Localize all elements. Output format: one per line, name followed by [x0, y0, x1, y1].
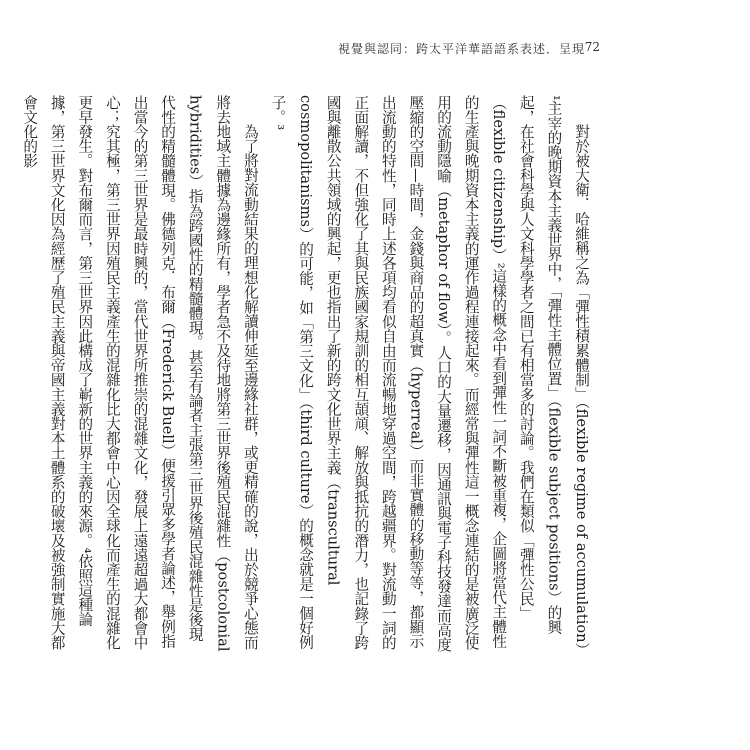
running-title: 視覺與認同：跨太平洋華語語系表述．呈現 — [337, 42, 585, 56]
paragraph: 為了將對流動結果的理想化解讀伸延至邊緣社群，或更精確的說，出於競爭心態而將去地域主體據為邊緣所有，學者急不及待地將第三世界後殖民混雜性（postcolonial hybridities）指為跨國性的精髓體現。甚至有論者主張第三世界後殖民混雜性是後現代性的精髓體現。佛德列克．布爾（Frederick Buell）便援引眾多學者論述，舉例指出當今的第三世界是最時興的，當代世界所推崇的混雜文化，發展上遠遠超過大都會中心；究其極，第三世界因殖民主義產生的混雜化比大都會中心因全球化而產生的混雜化更早發生。對布爾而言，第三世界因此構成了嶄新的世界主義的來源。⁴依照這種論據，第三世界文化因為經歷了殖民主義與帝國主義對本土體系的破壞及被強制實施大都會文化的影 — [21, 95, 259, 652]
page-number: 72 — [584, 40, 600, 54]
vertical-body-text — [21, 95, 595, 655]
paragraph: 對於被大衛．哈維稱之為「彈性積累體制」（flexible regime of accumulation）¹主宰的晚期資本主義世界中，「彈性主體位置」（flexible subject positions）的興起，在社會科學與人文科學學者之間已有相當多的討論。我們在類似「彈性公民」（flexible citizenship）²這樣的概念中看到彈性一詞不斷被重複，企圖將當代主體性的生產與晚期資本主義的運作過程連接起來。而經常與彈性這一概念連結的是被廣泛使用的流動隱喻（metaphor of flow）。人口的大量遷移，因通訊與電子科技發達而高度壓縮的空間—時間，金錢與商品的超真實（hyperreal）而非實體的移動等等，都顯示出流動的特性，同時上述各項均看似自由而流暢地穿過空間，跨越疆界。對流動一詞的正面解讀，不但強化了其與民族國家規訓的相互頡頏、解放與抵抗的潛力，也記錄了跨國與離散公共領域的興起，更也指出了新的跨文化世界主義（transcultural cosmopolitanisms）的可能，如「第三文化」（third culture）的概念就是一個好例子。³ — [269, 95, 590, 652]
